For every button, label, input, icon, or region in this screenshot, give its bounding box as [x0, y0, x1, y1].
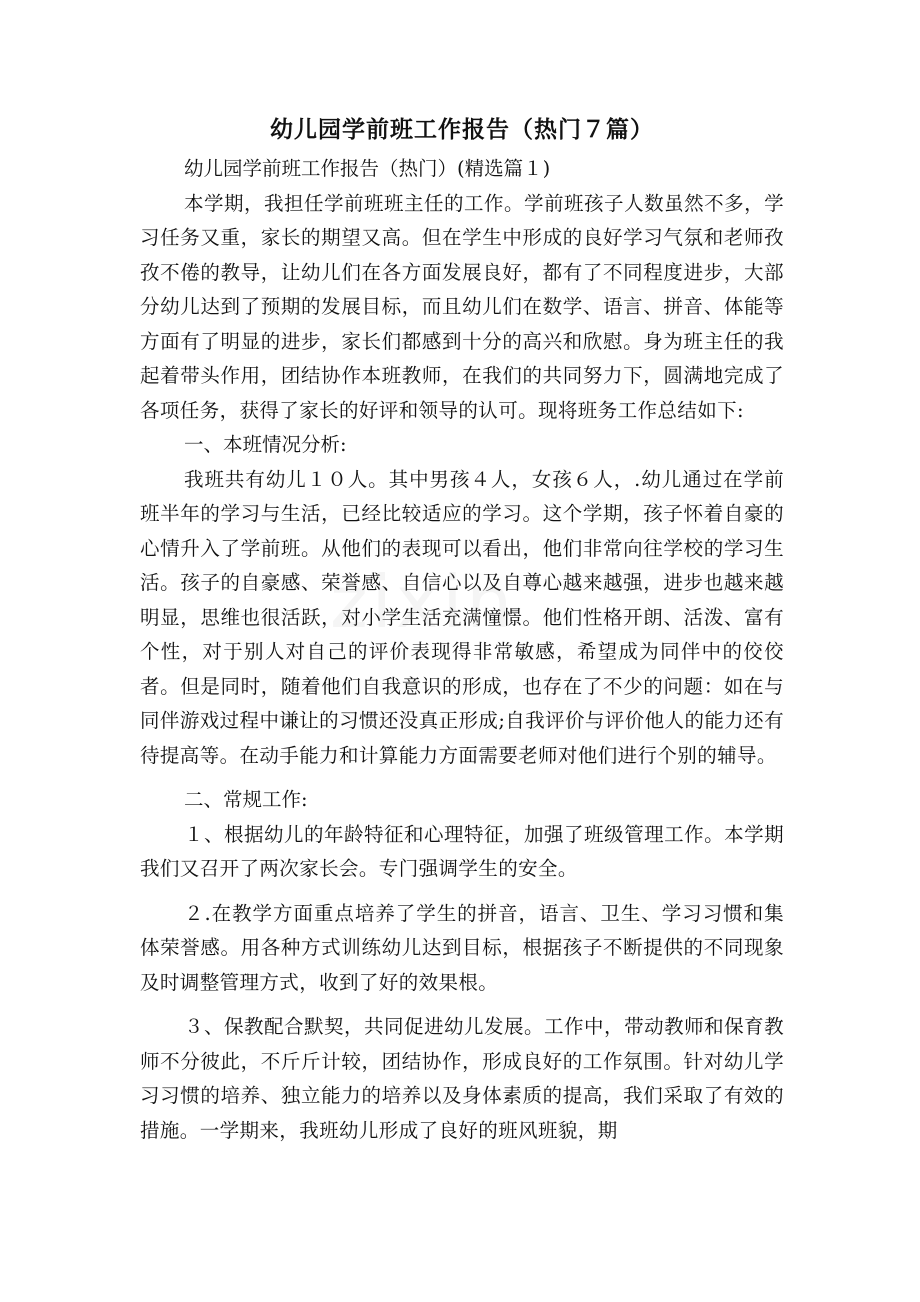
watermark: zixin: [330, 560, 517, 644]
section-heading-class-analysis: 一、本班情况分析:: [184, 433, 347, 456]
paragraph-class-analysis: 我班共有幼儿１０人。其中男孩４人，女孩６人，.幼儿通过在学前班半年的学习与生活，已经比较适应的学习。这个学期，孩子怀着自豪的心情升入了学前班。从他们的表现可以看出，他们非常向往学校的学习生活。孩子的自豪感、荣誉感、自信心以及自尊心越来越强，进步也越来越明显，思维也很活跃，对小学生活充满憧憬。他们性格开朗、活泼、富有个性，对于别人对自己的评价表现得非常敏感，希望成为同伴中的佼佼者。但是同时，随着他们自我意识的形成，也存在了不少的问题：如在与同伴游戏过程中谦让的习惯还没真正形成;自我评价与评价他人的能力还有待提高等。在动手能力和计算能力方面需要老师对他们进行个别的辅导。: [140, 467, 784, 767]
document-title: 幼儿园学前班工作报告（热门７篇）: [270, 117, 654, 143]
section-gap: [140, 887, 784, 897]
paragraph-intro: 本学期，我担任学前班班主任的工作。学前班孩子人数虽然不多，学习任务又重，家长的期望又高。但在学生中形成的良好学习气氛和老师孜孜不倦的教导，让幼儿们在各方面发展良好，都有了不同程度进步，大部分幼儿达到了预期的发展目标，而且幼儿们在数学、语言、拼音、体能等方面有了明显的进步，家长们都感到十分的高兴和欣慰。身为班主任的我起着带头作用，团结协作本班教师，在我们的共同努力下，圆满地完成了各项任务，获得了家长的好评和领导的认可。现将班务工作总结如下:: [140, 191, 784, 422]
paragraph-routine-2: ２.在教学方面重点培养了学生的拼音，语言、卫生、学习习惯和集体荣誉感。用各种方式训练幼儿达到目标，根据孩子不断提供的不同现象及时调整管理方式，收到了好的效果根。: [140, 901, 784, 994]
paragraph-routine-1: １、根据幼儿的年龄特征和心理特征，加强了班级管理工作。本学期我们又召开了两次家长会。专门强调学生的安全。: [140, 822, 784, 880]
document-subtitle: 幼儿园学前班工作报告（热门）(精选篇１): [184, 157, 551, 180]
document-page: [140, 110, 784, 1148]
section-gap: [140, 773, 784, 783]
paragraph-routine-3: ３、保教配合默契，共同促进幼儿发展。工作中，带动教师和保育教师不分彼此，不斤斤计较，团结协作，形成良好的工作氛围。针对幼儿学习习惯的培养、独立能力的培养以及身体素质的提高，我们采取了有效的措施。一学期来，我班幼儿形成了良好的班风班貌，期: [140, 1015, 784, 1142]
section-gap: [140, 1000, 784, 1010]
section-heading-routine-work: 二、常规工作:: [184, 788, 308, 811]
